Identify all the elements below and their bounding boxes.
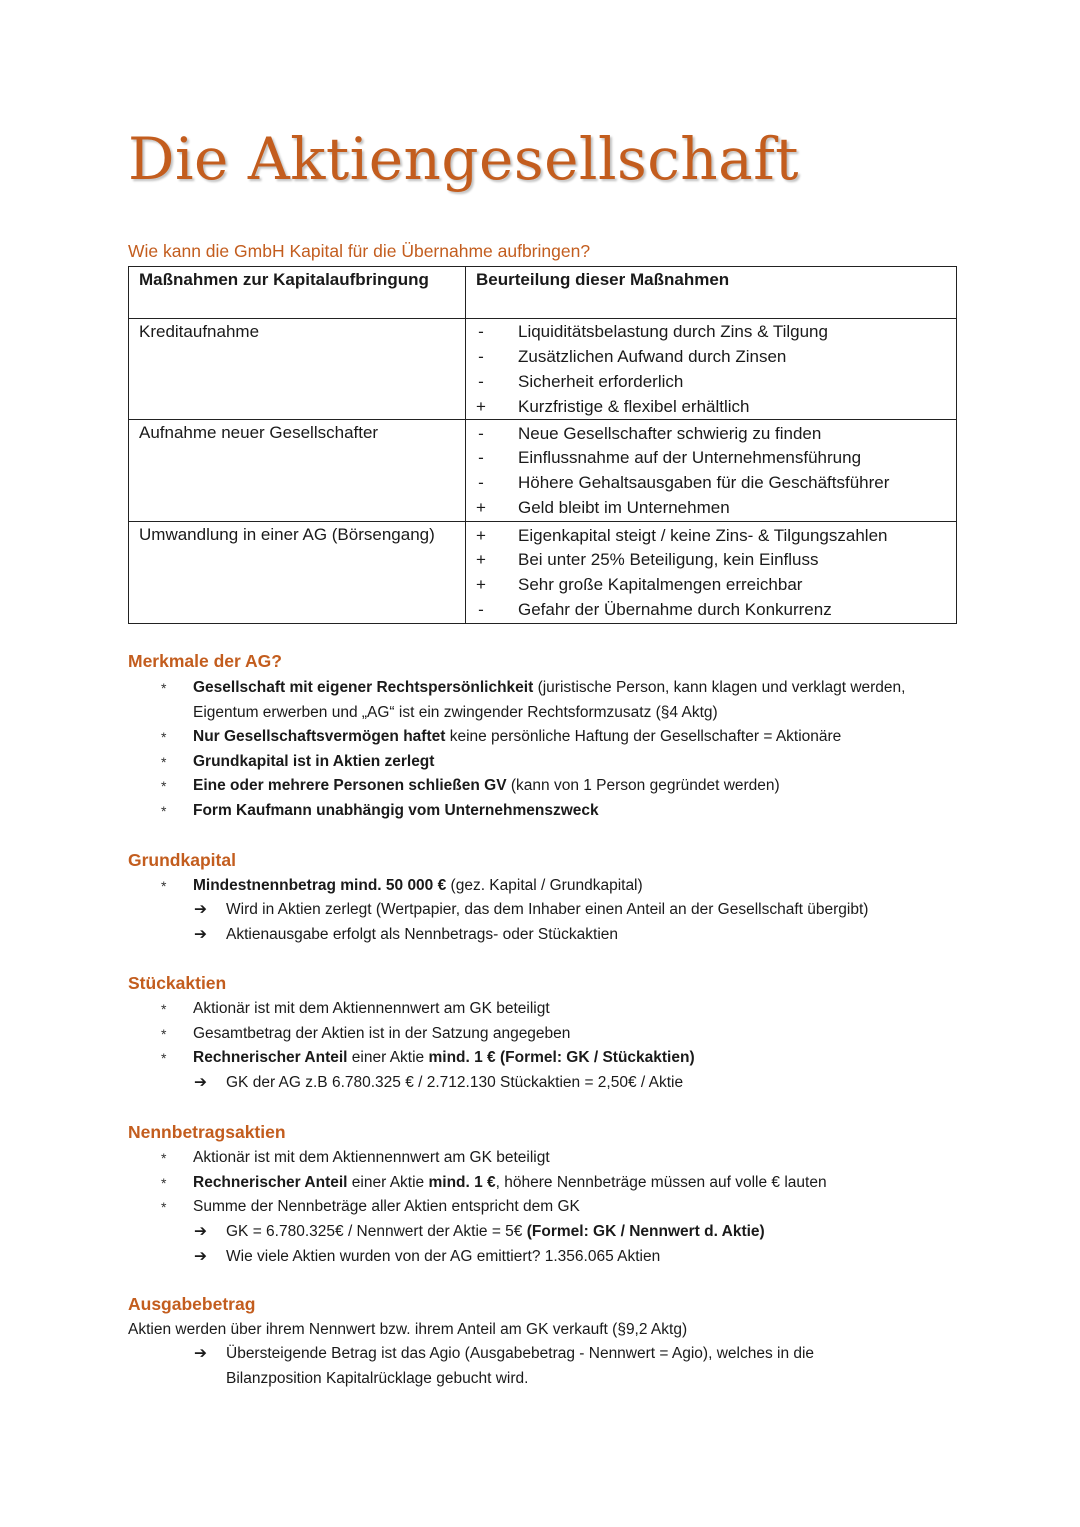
list-item	[128, 725, 958, 750]
eval-sign: -	[478, 448, 484, 468]
eval-text: Sehr große Kapitalmengen erreichbar	[518, 575, 803, 595]
evaluation-item	[466, 598, 956, 623]
list-item	[128, 1342, 888, 1391]
bullet-icon: *	[161, 1174, 167, 1191]
evaluation-item	[466, 446, 956, 471]
arrow-icon: ➔	[194, 1345, 207, 1362]
evaluation-item	[466, 471, 956, 496]
eval-text: Kurzfristige & flexibel erhältlich	[518, 396, 750, 416]
measure-cell: Aufnahme neuer Gesellschafter	[129, 420, 466, 522]
list-item	[128, 898, 958, 923]
nennbetragsaktien-arrows	[128, 1220, 958, 1269]
item-text: einer Aktie	[347, 1173, 429, 1191]
item-bold: Form Kaufmann unabhängig vom Unternehmenszweck	[193, 801, 599, 819]
header-measures: Maßnahmen zur Kapitalaufbringung	[129, 267, 466, 319]
eval-text: Bei unter 25% Beteiligung, kein Einfluss	[518, 550, 819, 570]
eval-sign: +	[476, 525, 486, 545]
evaluation-item	[466, 523, 956, 548]
eval-text: Zusätzlichen Aufwand durch Zinsen	[518, 347, 787, 367]
item-text: Aktionär ist mit dem Aktiennennwert am GK beteiligt	[193, 1149, 550, 1166]
eval-sign: +	[476, 575, 486, 595]
item-bold: Grundkapital ist in Aktien zerlegt	[193, 752, 435, 770]
eval-text: Eigenkapital steigt / keine Zins- & Tilgungszahlen	[518, 525, 888, 545]
list-item	[128, 1245, 958, 1270]
header-evaluation: Beurteilung dieser Maßnahmen	[466, 267, 957, 319]
evaluation-item	[466, 394, 956, 419]
stueckaktien-heading: Stückaktien	[128, 973, 227, 993]
list-item	[128, 1220, 958, 1245]
eval-sign: -	[478, 473, 484, 493]
item-text: keine persönliche Haftung der Gesellschafter = Aktionäre	[445, 728, 842, 746]
bullet-icon: *	[161, 1025, 167, 1042]
bullet-icon: *	[161, 802, 167, 819]
item-text: (gez. Kapital / Grundkapital)	[446, 877, 643, 894]
eval-text: Liquiditätsbelastung durch Zins & Tilgung	[518, 322, 828, 342]
evaluation-item	[466, 496, 956, 521]
evaluation-item	[466, 573, 956, 598]
eval-text: Sicherheit erforderlich	[518, 371, 684, 391]
grundkapital-list	[128, 874, 958, 899]
evaluation-item	[466, 370, 956, 395]
list-item	[128, 1046, 958, 1071]
eval-text: Einflussnahme auf der Unternehmensführung	[518, 448, 862, 468]
page-title: Die Aktiengesellschaft	[128, 125, 799, 193]
bullet-icon: *	[161, 1050, 167, 1067]
item-text: Wie viele Aktien wurden von der AG emittiert? 1.356.065 Aktien	[226, 1247, 661, 1265]
eval-text: Geld bleibt im Unternehmen	[518, 497, 730, 517]
bullet-icon: *	[161, 729, 167, 746]
list-item	[128, 799, 958, 824]
item-text: Übersteigende Betrag ist das Agio (Ausgabebetrag - Nennwert = Agio), welches in die Bilanzposition Kapitalrücklage gebucht wird.	[226, 1345, 815, 1387]
table-row	[129, 522, 957, 624]
item-bold: Rechnerischer Anteil	[193, 1173, 348, 1191]
list-item	[128, 1171, 958, 1196]
list-item	[128, 1195, 958, 1220]
stueckaktien-arrows	[128, 1071, 958, 1096]
ausgabebetrag-arrows	[128, 1342, 888, 1391]
bullet-icon: *	[161, 753, 167, 770]
item-text: Aktienausgabe erfolgt als Nennbetrags- oder Stückaktien	[226, 925, 619, 943]
grundkapital-arrows	[128, 898, 958, 947]
evaluation-cell	[466, 420, 957, 522]
eval-sign: +	[476, 396, 486, 416]
ausgabebetrag-text: Aktien werden über ihrem Nennwert bzw. ihrem Anteil am GK verkauft (§9,2 Aktg)	[128, 1321, 688, 1338]
eval-sign: -	[478, 371, 484, 391]
item-text: GK = 6.780.325€ / Nennwert der Aktie = 5€	[226, 1223, 527, 1240]
evaluation-item	[466, 345, 956, 370]
list-item	[128, 997, 958, 1022]
item-bold: Rechnerischer Anteil	[193, 1049, 348, 1067]
list-item	[128, 774, 958, 799]
eval-sign: -	[478, 599, 484, 619]
list-item	[128, 923, 958, 948]
item-text: Gesamtbetrag der Aktien ist in der Satzung angegeben	[193, 1024, 571, 1042]
item-bold: Nur Gesellschaftsvermögen haftet	[193, 728, 446, 746]
arrow-icon: ➔	[194, 1247, 207, 1265]
arrow-icon: ➔	[194, 1074, 207, 1091]
item-bold: Eine oder mehrere Personen schließen GV	[193, 777, 507, 795]
item-text: GK der AG z.B 6.780.325 € / 2.712.130 Stückaktien = 2,50€ / Aktie	[226, 1074, 684, 1091]
evaluation-item	[466, 421, 956, 446]
bullet-icon: *	[161, 1199, 167, 1216]
arrow-icon: ➔	[194, 1223, 207, 1240]
measure-cell: Umwandlung in einer AG (Börsengang)	[129, 522, 466, 624]
bullet-icon: *	[161, 878, 167, 894]
nennbetragsaktien-list	[128, 1146, 958, 1220]
table-header-row	[129, 267, 957, 319]
list-item	[128, 874, 958, 899]
item-text: Wird in Aktien zerlegt (Wertpapier, das dem Inhaber einen Anteil an der Gesellschaft übergibt)	[226, 901, 869, 918]
eval-text: Gefahr der Übernahme durch Konkurrenz	[518, 599, 832, 619]
list-item	[128, 1022, 958, 1047]
eval-sign: +	[476, 497, 486, 517]
merkmale-heading: Merkmale der AG?	[128, 651, 282, 671]
item-text: Aktionär ist mit dem Aktiennennwert am GK beteiligt	[193, 1000, 550, 1017]
table-row	[129, 319, 957, 420]
item-text: Summe der Nennbeträge aller Aktien entspricht dem GK	[193, 1198, 580, 1216]
grundkapital-heading: Grundkapital	[128, 850, 236, 870]
item-bold: Gesellschaft mit eigener Rechtspersönlichkeit	[193, 679, 534, 696]
merkmale-list	[128, 676, 958, 824]
table-row	[129, 420, 957, 522]
table-question: Wie kann die GmbH Kapital für die Übernahme aufbringen?	[128, 241, 591, 261]
evaluation-cell	[466, 319, 957, 420]
measure-cell: Kreditaufnahme	[129, 319, 466, 420]
arrow-icon: ➔	[194, 925, 207, 943]
eval-text: Neue Gesellschafter schwierig zu finden	[518, 423, 822, 443]
bullet-icon: *	[161, 1150, 167, 1166]
eval-text: Höhere Gehaltsausgaben für die Geschäftsführer	[518, 473, 890, 493]
arrow-icon: ➔	[194, 901, 207, 918]
evaluation-item	[466, 548, 956, 573]
nennbetragsaktien-heading: Nennbetragsaktien	[128, 1122, 286, 1142]
eval-sign: +	[476, 550, 486, 570]
item-text: , höhere Nennbeträge müssen auf volle € lauten	[495, 1173, 827, 1191]
eval-sign: -	[478, 322, 484, 342]
item-bold: mind. 1 € (Formel: GK / Stückaktien)	[428, 1049, 695, 1067]
item-text: einer Aktie	[347, 1049, 429, 1067]
ausgabebetrag-heading: Ausgabebetrag	[128, 1294, 256, 1314]
item-bold: (Formel: GK / Nennwert d. Aktie)	[526, 1223, 765, 1240]
eval-sign: -	[478, 347, 484, 367]
list-item	[128, 1146, 958, 1171]
item-bold: mind. 1 €	[428, 1173, 496, 1191]
eval-sign: -	[478, 423, 484, 443]
item-text: (juristische Person, kann klagen und verklagt werden, Eigentum erwerben und „AG“ ist ein zwingender Rechtsformzusatz (§4 Aktg)	[193, 679, 906, 721]
list-item	[128, 750, 958, 775]
bullet-icon: *	[161, 1001, 167, 1017]
list-item	[128, 1071, 958, 1096]
bullet-icon: *	[161, 778, 167, 795]
item-bold: Mindestnennbetrag mind. 50 000 €	[193, 877, 447, 894]
evaluation-item	[466, 320, 956, 345]
measures-table	[128, 266, 957, 624]
item-text: (kann von 1 Person gegründet werden)	[506, 777, 780, 795]
bullet-icon: *	[161, 680, 167, 696]
evaluation-cell	[466, 522, 957, 624]
stueckaktien-list	[128, 997, 958, 1071]
list-item	[128, 676, 958, 725]
